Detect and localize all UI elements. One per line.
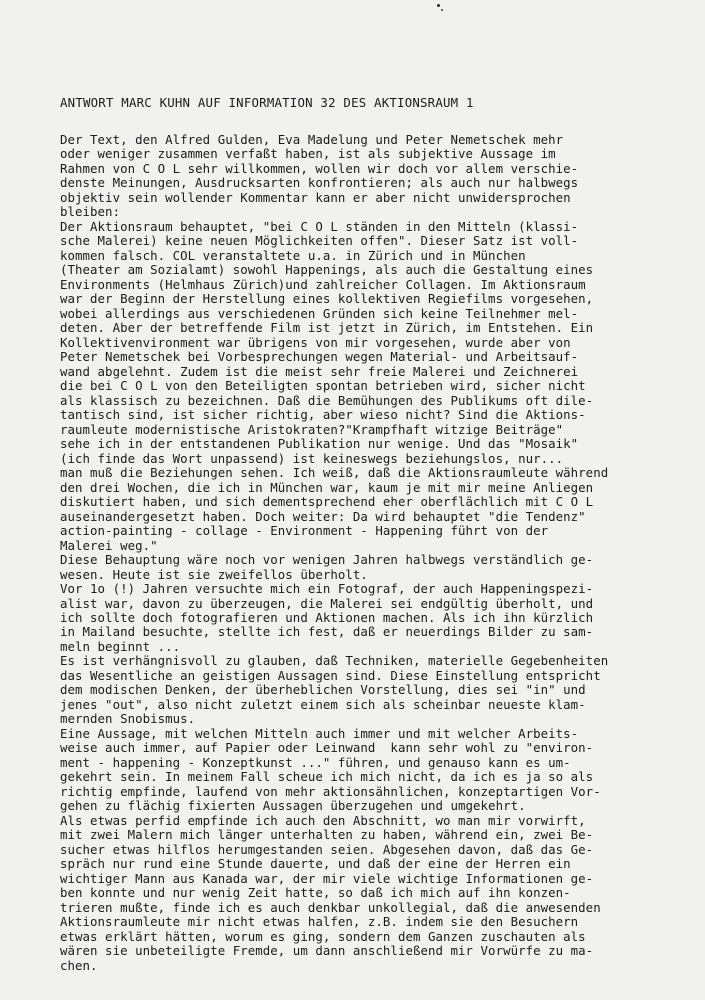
text-line: Eine Aussage, mit welchen Mitteln auch immer und mit welcher Arbeits- [60,725,579,741]
text-line: (ich finde das Wort unpassend) ist keineswegs beziehungslos, nur... [60,450,564,466]
text-line: etwas erklärt hätten, worum es ging, sondern dem Ganzen zuschauten als [60,928,586,944]
text-line: diskutiert haben, und sich dementsprechend eher oberflächlich mit C O L [60,494,594,510]
text-line: denste Meinungen, Ausdrucksarten konfrontieren; als auch nur halbwegs [60,175,579,191]
text-line: weise auch immer, auf Papier oder Leinwand kann sehr wohl zu "environ- [60,740,594,756]
text-line: deten. Aber der betreffende Film ist jetzt in Zürich, im Entstehen. Ein [60,320,594,336]
text-line: kommen falsch. COL veranstaltete u.a. in Zürich und in München [60,247,526,263]
text-line: chen. [60,957,98,973]
text-line: wobei allerdings aus verschiedenen Gründen sich keine Teilnehmer mel- [60,305,579,321]
text-line: das Wesentliche an geistigen Aussagen sind. Diese Einstellung entspricht [60,667,601,683]
text-line: (Theater am Sozialamt) sowohl Happenings, als auch die Gestaltung eines [60,262,594,278]
text-line: bleiben: [60,204,121,220]
text-line: den drei Wochen, die ich in München war, kaum je mit mir meine Anliegen [60,479,594,495]
text-line: gehen zu flächig fixierten Aussagen überzugehen und umgekehrt. [60,798,526,814]
paper-speck [437,4,440,7]
text-line: als klassisch zu bezeichnen. Daß die Bemühungen des Publikums oft dile- [60,392,594,408]
text-line: mit zwei Malern mich länger unterhalten zu haben, während ein, zwei Be- [60,827,594,843]
text-line: alist war, davon zu überzeugen, die Malerei sei endgültig überholt, und [60,595,594,611]
text-line: tantisch sind, ist sicher richtig, aber wieso nicht? Sind die Aktions- [60,407,586,423]
document-title: ANTWORT MARC KUHN AUF INFORMATION 32 DES AKTIONSRAUM 1 [60,95,474,110]
text-line: gekehrt sein. In meinem Fall scheue ich mich nicht, da ich es ja so als [60,769,594,785]
text-line: Aktionsraumleute mir nicht etwas halfen, z.B. indem sie den Besuchern [60,914,579,930]
text-line: Vor 1o (!) Jahren versuchte mich ein Fotograf, der auch Happeningspezi- [60,581,594,597]
text-line: wären sie unbeteiligte Fremde, um dann anschließend mir Vorwürfe zu ma- [60,943,594,959]
text-line: Environments (Helmhaus Zürich)und zahlreicher Collagen. Im Aktionsraum [60,276,586,292]
text-line: Als etwas perfid empfinde ich auch den Abschnitt, wo man mir vorwirft, [60,812,586,828]
text-line: wichtiger Mann aus Kanada war, der mir viele wichtige Informationen ge- [60,870,594,886]
text-line: trieren mußte, finde ich es auch denkbar unkollegial, daß die anwesenden [60,899,601,915]
paper-speck [441,9,443,11]
text-line: die bei C O L von den Beteiligten spontan betrieben wird, sicher nicht [60,378,586,394]
text-line: Der Text, den Alfred Gulden, Eva Madelung und Peter Nemetschek mehr [60,132,564,147]
text-line: dem modischen Denken, der überheblichen Vorstellung, dies sei "in" und [60,682,586,698]
text-line: spräch nur rund eine Stunde dauerte, und daß der eine der Herren ein [60,856,571,872]
text-line: action-painting - collage - Environment - Happening führt von der [60,523,549,539]
text-line: war der Beginn der Herstellung eines kollektiven Regiefilms vorgesehen, [60,291,594,307]
text-line: richtig empfinde, laufend von mehr aktionsähnlichen, konzeptartigen Vor- [60,783,601,799]
text-line: Rahmen von C O L sehr willkommen, wollen wir doch vor allem verschie- [60,160,579,176]
text-line: mernden Snobismus. [60,711,196,727]
text-line: objektiv sein wollender Kommentar kann er aber nicht unwidersprochen [60,189,571,205]
text-line: Malerei weg." [60,537,158,553]
text-line: Peter Nemetschek bei Vorbesprechungen wegen Material- und Arbeitsauf- [60,349,579,365]
text-line: sehe ich in der entstandenen Publikation nur wenige. Und das "Mosaik" [60,436,579,452]
text-line: Diese Behauptung wäre noch vor wenigen Jahren halbwegs verständlich ge- [60,552,594,568]
text-line: Es ist verhängnisvoll zu glauben, daß Techniken, materielle Gegebenheiten [60,653,609,669]
text-line: ment - happening - Konzeptkunst ..." führen, und genauso kann es um- [60,754,571,770]
text-line: man muß die Beziehungen sehen. Ich weiß, daß die Aktionsraumleute während [60,465,609,481]
text-line: oder weniger zusammen verfaßt haben, ist als subjektive Aussage im [60,146,556,162]
text-line: sche Malerei) keine neuen Möglichkeiten offen". Dieser Satz ist voll- [60,233,579,249]
text-line: Kollektivenvironment war übrigens von mir vorgesehen, wurde aber von [60,334,571,350]
text-line: jenes "out", also nicht zuletzt einem sich als scheinbar neueste klam- [60,696,586,712]
text-line: wesen. Heute ist sie zweifellos überholt. [60,566,368,582]
text-line: meln beginnt ... [60,638,181,654]
text-line: wand abgelehnt. Zudem ist die meist sehr freie Malerei und Zeichnerei [60,363,579,379]
text-line: sucher etwas hilflos herumgestanden seien. Abgesehen davon, daß das Ge- [60,841,594,857]
text-line: Der Aktionsraum behauptet, "bei C O L ständen in den Mitteln (klassi- [60,218,579,234]
text-line: ich sollte doch fotografieren und Aktionen machen. Als ich ihn kürzlich [60,609,594,625]
text-line: in Mailand besuchte, stellte ich fest, daß er neuerdings Bilder zu sam- [60,624,594,640]
text-line: ben konnte und nur wenig Zeit hatte, so daß ich mich auf ihn konzen- [60,885,571,901]
text-line: auseinandergesetzt haben. Doch weiter: Da wird behauptet "die Tendenz" [60,508,586,524]
document-body [60,133,700,973]
text-line: raumleute modernistische Aristokraten?"Krampfhaft witzige Beiträge" [60,421,564,437]
